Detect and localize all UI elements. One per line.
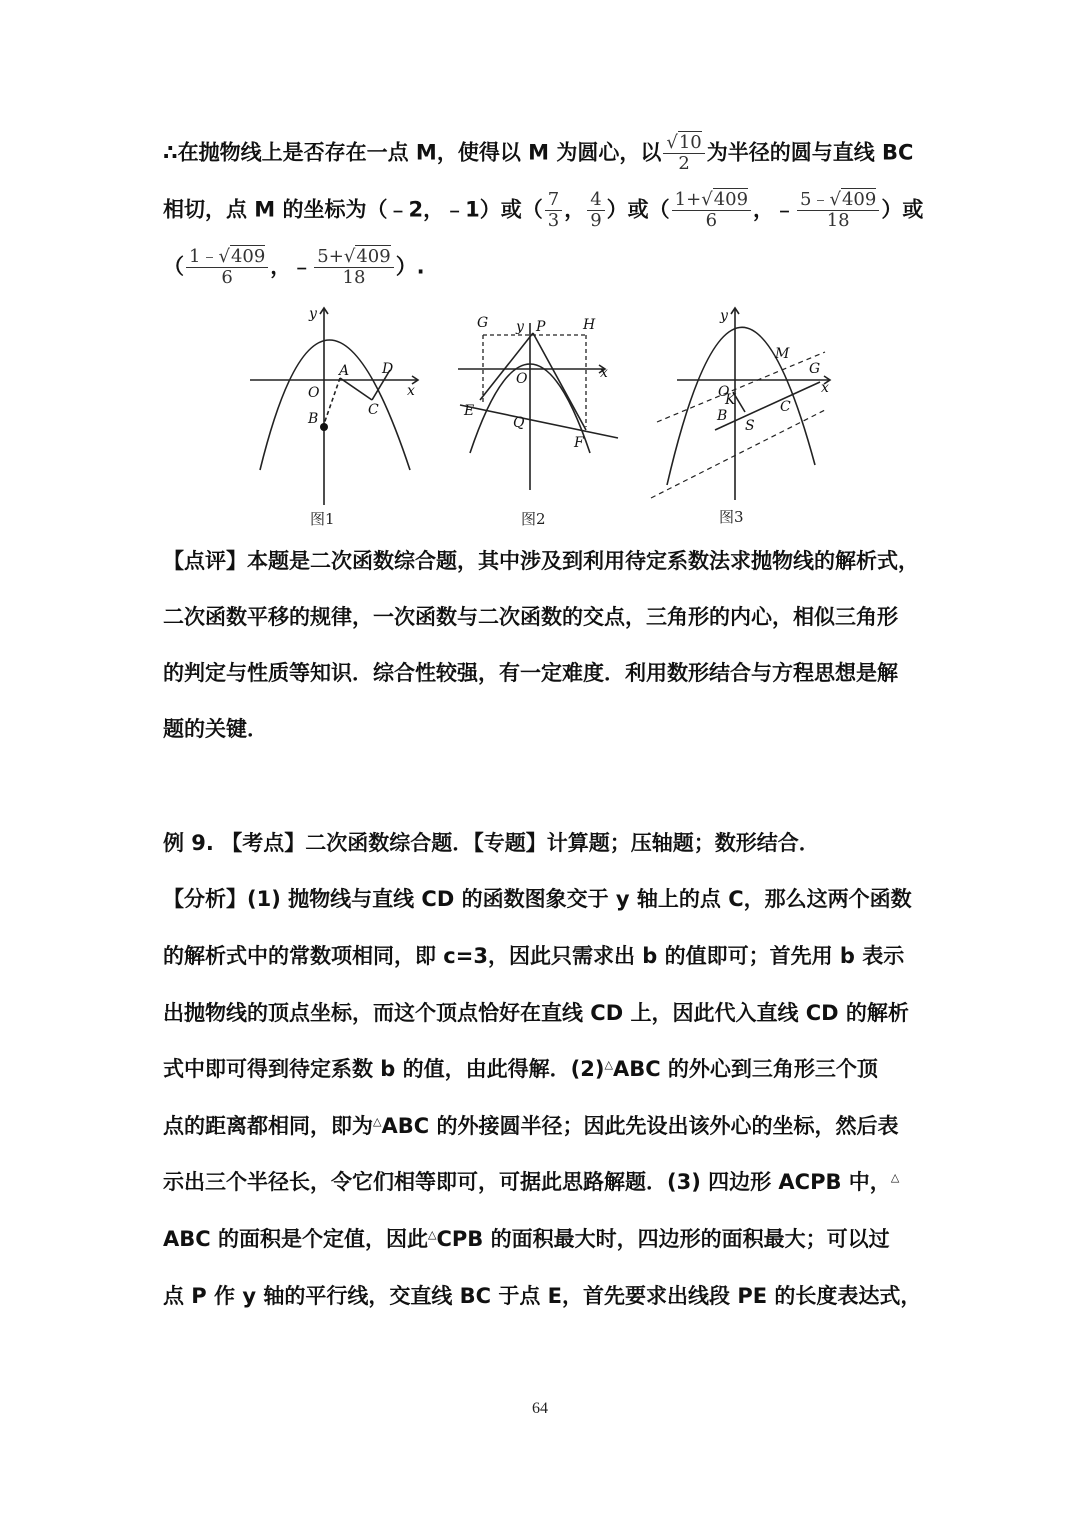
conclusion-line-2: 相切，点 M 的坐标为（﹣2，﹣1）或（ $\frac{7}{3}$ ， $\frac{4}{9}$ ）或（ $\frac{1+√409}{6}$ ，﹣ $\frac{5﹣√409}{18}$ ）或: [163, 189, 924, 231]
analysis-line-4: 式中即可得到待定系数 b 的值，由此得解．(2)△ABC 的外心到三角形三个顶: [163, 1057, 878, 1081]
fraction-4-9: $\frac{4}{9}$: [587, 190, 604, 231]
label-o: O: [516, 371, 528, 387]
tangent-line-lower: [651, 410, 825, 498]
analysis-line-3: 出抛物线的顶点坐标，而这个顶点恰好在直线 CD 上，因此代入直线 CD 的解析: [163, 1001, 909, 1025]
line-pf: [533, 333, 586, 430]
label-s: S: [745, 418, 755, 434]
fraction-5-minus-root409-over-18: $\frac{5﹣√409}{18}$: [797, 190, 879, 231]
label-y: y: [309, 306, 317, 322]
analysis-line-7: ABC 的面积是个定值，因此△CPB 的面积最大时，四边形的面积最大；可以过: [163, 1227, 890, 1251]
analysis-line-2: 的解析式中的常数项相同，即 c=3，因此只需求出 b 的值即可；首先用 b 表示: [163, 944, 905, 968]
tangent-line-upper: [657, 352, 825, 422]
line-ef: [460, 405, 618, 438]
conclusion-line-1: ∴在抛物线上是否存在一点 M，使得以 M 为圆心，以 $\frac{√10}{2}$ 为半径的圆与直线 BC: [163, 132, 914, 174]
analysis-line-8: 点 P 作 y 轴的平行线，交直线 BC 于点 E，首先要求出线段 PE 的长度表达式，: [163, 1284, 922, 1308]
label-q: Q: [513, 415, 525, 431]
figure-2: [450, 305, 625, 505]
triangle-symbol: △: [373, 1115, 382, 1128]
label-a: A: [339, 363, 350, 379]
triangle-symbol: △: [427, 1228, 437, 1241]
label-b: B: [717, 408, 728, 424]
review-line-4: 题的关键．: [163, 717, 268, 741]
review-line-3: 的判定与性质等知识．综合性较强，有一定难度．利用数形结合与方程思想是解: [163, 661, 898, 685]
figure-3-caption: 图3: [719, 508, 744, 526]
label-g: G: [809, 361, 821, 377]
label-h: H: [583, 317, 596, 333]
label-o: O: [308, 385, 320, 401]
fraction-7-3: $\frac{7}{3}$: [545, 190, 562, 231]
line-pe: [480, 333, 533, 400]
label-x: x: [821, 380, 829, 396]
triangle-symbol: △: [604, 1058, 613, 1071]
figure-3: [645, 300, 840, 510]
label-f: F: [574, 435, 584, 451]
segment-ac: [340, 378, 372, 400]
label-g: G: [477, 315, 489, 331]
label-c: C: [368, 402, 379, 418]
label-e: E: [464, 403, 475, 419]
label-y: y: [720, 308, 728, 324]
label-k: K: [725, 392, 736, 408]
label-o: O: [718, 384, 730, 400]
analysis-line-6: 示出三个半径长，令它们相等即可，可据此思路解题．(3) 四边形 ACPB 中，△: [163, 1170, 900, 1194]
review-line-1: 【点评】本题是二次函数综合题，其中涉及到利用待定系数法求抛物线的解析式，: [163, 549, 919, 573]
point-b: [320, 423, 328, 431]
fraction-5-plus-root409-over-18: $\frac{5+√409}{18}$: [314, 247, 393, 288]
label-x: x: [600, 365, 608, 381]
example-header: 例 9. 【考点】二次函数综合题．【专题】计算题；压轴题；数形结合．: [163, 831, 820, 855]
label-y: y: [516, 319, 524, 335]
parabola: [260, 340, 410, 470]
segment-ab: [324, 378, 340, 424]
fraction-1-minus-root409-over-6: $\frac{1﹣√409}{6}$: [186, 247, 268, 288]
figure-2-caption: 图2: [521, 510, 546, 528]
label-c: C: [780, 399, 791, 415]
fraction-radius: $\frac{√10}{2}$: [663, 133, 704, 174]
page-number: 64: [532, 1400, 548, 1417]
analysis-line-5: 点的距离都相同，即为△ABC 的外接圆半径；因此先设出该外心的坐标，然后表: [163, 1114, 899, 1138]
label-b: B: [308, 411, 319, 427]
figure-1: [240, 300, 425, 530]
conclusion-line-3: （ $\frac{1﹣√409}{6}$ ，﹣ $\frac{5+√409}{18}$ ）.: [163, 246, 425, 288]
label-p: P: [536, 319, 546, 335]
review-line-2: 二次函数平移的规律，一次函数与二次函数的交点，三角形的内心，相似三角形: [163, 605, 898, 629]
label-d: D: [382, 361, 394, 377]
fraction-1-plus-root409-over-6: $\frac{1+√409}{6}$: [672, 190, 751, 231]
label-x: x: [407, 383, 415, 399]
figure-1-caption: 图1: [310, 510, 335, 528]
triangle-symbol: △: [890, 1171, 900, 1184]
label-m: M: [775, 346, 790, 362]
analysis-line-1: 【分析】(1) 抛物线与直线 CD 的函数图象交于 y 轴上的点 C，那么这两个函数: [163, 887, 912, 911]
